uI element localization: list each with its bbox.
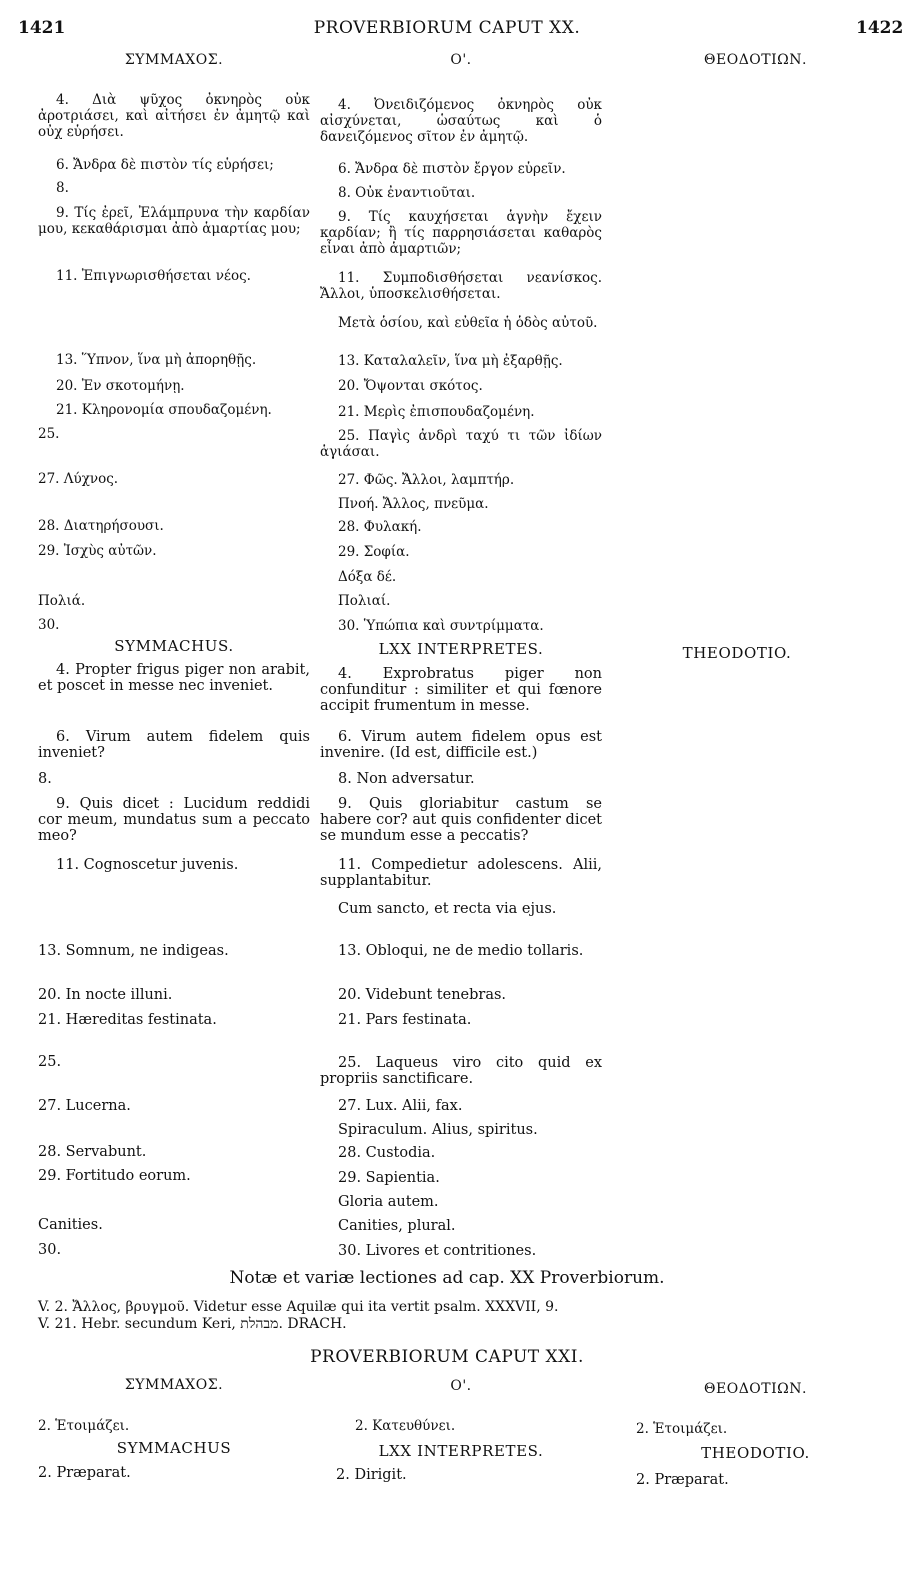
verse-entry: 13. Obloqui, ne de medio tollaris. — [338, 943, 584, 959]
ch21-latin-head-theodotion: THEODOTIO. — [701, 1444, 810, 1462]
verse-entry: 25. Παγὶς ἀνδρὶ ταχύ τι τῶν ἰδίων ἁγιάσαι. — [320, 428, 602, 460]
verse-entry: 29. Σοφία. — [338, 544, 410, 560]
verse-entry: 29. Sapientia. — [338, 1170, 440, 1186]
verse-entry: 28. Custodia. — [338, 1145, 436, 1161]
ch21-greek-symmachus: 2. Ἑτοιμάζει. — [38, 1418, 130, 1434]
note-line: V. 21. Hebr. secundum Keri, מבהלת. DRACH. — [38, 1316, 347, 1332]
verse-entry: 30. — [38, 1242, 62, 1258]
verse-entry: 4. Ὀνειδιζόμενος ὀκνηρὸς οὐκ αἰσχύνεται, ὡσαύτως καὶ ὁ δανειζόμενος σῖτον ἐν ἀμητῷ. — [320, 97, 602, 145]
verse-entry: 30. Ὑπώπια καὶ συντρίμματα. — [338, 618, 544, 634]
verse-entry: 21. Pars festinata. — [338, 1012, 472, 1028]
ch21-latin-theodotion: 2. Præparat. — [636, 1472, 729, 1488]
verse-entry: Δόξα δέ. — [338, 569, 397, 585]
verse-entry: Gloria autem. — [338, 1194, 439, 1210]
verse-entry: Πολιαί. — [338, 593, 391, 609]
verse-entry: 25. Laqueus viro cito quid ex propriis sanctificare. — [320, 1055, 602, 1087]
verse-entry: 6. Virum autem fidelem opus est invenire. (Id est, difficile est.) — [320, 729, 602, 761]
latin-head-symmachus: SYMMACHUS. — [114, 637, 234, 655]
verse-entry: 28. Φυλακή. — [338, 519, 422, 535]
verse-entry: 25. — [38, 1054, 62, 1070]
chapter-21-title: PROVERBIORUM CAPUT XXI. — [310, 1347, 584, 1367]
ch21-latin-lxx: 2. Dirigit. — [336, 1467, 407, 1483]
verse-entry: 8. Non adversatur. — [338, 771, 475, 787]
verse-entry: 11. Ἐπιγνωρισθήσεται νέος. — [56, 268, 251, 284]
verse-entry: 20. Ὄψονται σκότος. — [338, 378, 483, 394]
verse-entry: 20. Ἐν σκοτομήνῃ. — [56, 378, 185, 394]
verse-entry: 30. Livores et contritiones. — [338, 1243, 537, 1259]
verse-entry: 11. Συμποδισθήσεται νεανίσκος. Ἄλλοι, ὑποσκελισθήσεται. — [320, 270, 602, 302]
verse-entry: 6. Virum autem fidelem quis inveniet? — [38, 729, 310, 761]
verse-entry: Canities, plural. — [338, 1218, 456, 1234]
verse-entry: Canities. — [38, 1217, 103, 1233]
verse-entry: 21. Hæreditas festinata. — [38, 1012, 217, 1028]
ch21-latin-head-lxx: LXX INTERPRETES. — [378, 1442, 544, 1460]
verse-entry: 27. Λύχνος. — [38, 471, 119, 487]
verse-entry: 13. Καταλαλεῖν, ἵνα μὴ ἐξαρθῇς. — [338, 353, 563, 369]
verse-entry: 6. Ἄνδρα δὲ πιστὸν ἔργον εὑρεῖν. — [338, 161, 566, 177]
verse-entry: 9. Quis dicet : Lucidum reddidi cor meum, mundatus sum a peccato meo? — [38, 796, 310, 844]
ch21-greek-lxx: 2. Κατευθύνει. — [355, 1418, 456, 1434]
verse-entry: 21. Κληρονομία σπουδαζομένη. — [56, 402, 272, 418]
verse-entry: 27. Φῶς. Ἄλλοι, λαμπτήρ. — [338, 472, 515, 488]
ch21-greek-theodotion: 2. Ἑτοιμάζει. — [636, 1421, 728, 1437]
verse-entry: 29. Fortitudo eorum. — [38, 1168, 191, 1184]
running-head: PROVERBIORUM CAPUT XX. — [313, 18, 581, 38]
ch21-latin-head-symmachus: SYMMACHUS — [116, 1439, 232, 1457]
verse-entry: 8. Οὐκ ἐναντιοῦται. — [338, 185, 476, 201]
verse-entry: 13. Ὕπνον, ἵνα μὴ ἀπορηθῇς. — [56, 352, 257, 368]
verse-entry: 4. Exprobratus piger non confunditur : similiter et qui fœnore accipit frumentum in messe. — [320, 666, 602, 714]
verse-entry: 4. Propter frigus piger non arabit, et poscet in messe nec inveniet. — [38, 662, 310, 694]
verse-entry: 29. Ἰσχὺς αὐτῶν. — [38, 543, 157, 559]
verse-entry: Πολιά. — [38, 593, 86, 609]
verse-entry: 27. Lux. Alii, fax. — [338, 1098, 463, 1114]
page-number-right: 1422 — [856, 18, 903, 38]
greek-head-lxx: Ο'. — [450, 52, 472, 68]
verse-entry: Spiraculum. Alius, spiritus. — [338, 1122, 538, 1138]
verse-entry: Μετὰ ὁσίου, καὶ εὐθεῖα ἡ ὁδὸς αὐτοῦ. — [338, 315, 598, 331]
verse-entry: 8. — [56, 180, 69, 196]
verse-entry: 9. Quis gloriabitur castum se habere cor? aut quis confidenter dicet se mundum esse a peccatis? — [320, 796, 602, 844]
note-line: V. 2. Ἄλλος, βρυγμοῦ. Videtur esse Aquilæ qui ita vertit psalm. XXXVII, 9. — [38, 1299, 559, 1315]
verse-entry: 6. Ἄνδρα δὲ πιστὸν τίς εὑρήσει; — [56, 157, 274, 173]
verse-entry: 9. Τίς ἐρεῖ, Ἐλάμπρυνα τὴν καρδίαν μου, κεκαθάρισμαι ἀπὸ ἁμαρτίας μου; — [38, 205, 310, 237]
verse-entry: 25. — [38, 426, 60, 442]
verse-entry: 8. — [38, 771, 52, 787]
page-number-left: 1421 — [18, 18, 66, 38]
verse-entry: 4. Διὰ ψῦχος ὀκνηρὸς οὐκ ἀροτριάσει, καὶ αἰτήσει ἐν ἀμητῷ καὶ οὐχ εὑρήσει. — [38, 92, 310, 140]
ch21-greek-head-symmachus: ΣΥΜΜΑΧΟΣ. — [124, 1377, 224, 1393]
verse-entry: 20. In nocte illuni. — [38, 987, 173, 1003]
verse-entry: 9. Τίς καυχήσεται ἁγνὴν ἔχειν καρδίαν; ἢ τίς παρρησιάσεται καθαρὸς εἶναι ἀπὸ ἁμαρτιῶν; — [320, 209, 602, 257]
greek-head-symmachus: ΣΥΜΜΑΧΟΣ. — [124, 52, 224, 68]
verse-entry: 20. Videbunt tenebras. — [338, 987, 507, 1003]
verse-entry: Πνοή. Ἄλλος, πνεῦμα. — [338, 496, 489, 512]
verse-entry: Cum sancto, et recta via ejus. — [338, 901, 557, 917]
verse-entry: 27. Lucerna. — [38, 1098, 131, 1114]
ch21-latin-symmachus: 2. Præparat. — [38, 1465, 131, 1481]
greek-head-theodotion: ΘΕΟΔΟΤΙΩΝ. — [704, 52, 807, 68]
verse-entry: 28. Διατηρήσουσι. — [38, 518, 164, 534]
latin-head-lxx: LXX INTERPRETES. — [378, 640, 544, 658]
latin-head-theodotion: THEODOTIO. — [682, 644, 792, 662]
notes-title: Notæ et variæ lectiones ad cap. XX Proverbiorum. — [229, 1268, 665, 1288]
verse-entry: 30. — [38, 617, 60, 633]
verse-entry: 11. Cognoscetur juvenis. — [56, 857, 239, 873]
ch21-greek-head-theodotion: ΘΕΟΔΟΤΙΩΝ. — [704, 1381, 807, 1397]
verse-entry: 13. Somnum, ne indigeas. — [38, 943, 229, 959]
verse-entry: 28. Servabunt. — [38, 1144, 147, 1160]
verse-entry: 21. Μερὶς ἐπισπουδαζομένη. — [338, 404, 535, 420]
verse-entry: 11. Compedietur adolescens. Alii, supplantabitur. — [320, 857, 602, 889]
ch21-greek-head-lxx: Ο'. — [450, 1378, 472, 1394]
